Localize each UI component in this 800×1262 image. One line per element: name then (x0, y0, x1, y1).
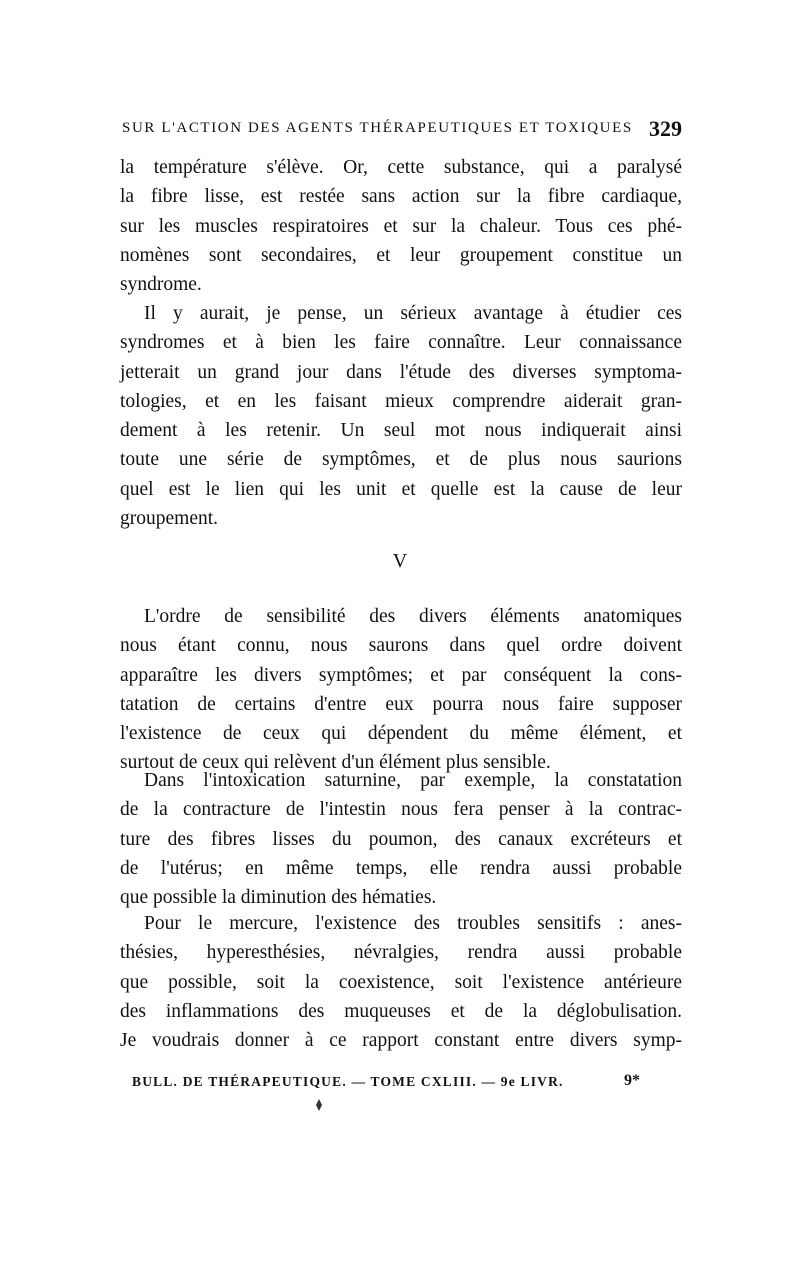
footer-imprint: BULL. DE THÉRAPEUTIQUE. — TOME CXLIII. — 9e LIVR. (132, 1074, 564, 1089)
paragraph-5 (120, 909, 682, 1055)
paragraph-3 (120, 602, 682, 778)
text-line: syndrome. (120, 274, 202, 296)
text-line: Je voudrais donner à ce rapport constant entre divers symp- (120, 1030, 682, 1052)
text-line: de l'utérus; en même temps, elle rendra aussi probable (120, 857, 682, 879)
text-line: que possible, soit la coexistence, soit l'existence antérieure (120, 971, 682, 993)
running-head (122, 116, 682, 144)
text-line: tatation de certains d'entre eux pourra nous faire supposer (120, 693, 682, 715)
page-footer (120, 1070, 682, 1096)
text-line: quel est le lien qui les unit et quelle est la cause de leur (120, 478, 682, 500)
text-line: Pour le mercure, l'existence des troubles sensitifs : anes- (144, 913, 682, 934)
page-number: 329 (649, 116, 682, 141)
text-line: apparaître les divers symptômes; et par conséquent la cons- (120, 664, 682, 686)
text-line: des inflammations des muqueuses et de la déglobulisation. (120, 1000, 682, 1022)
section-heading: V (392, 550, 408, 572)
text-line: toute une série de symptômes, et de plus nous saurions (120, 449, 682, 471)
paragraph-1 (120, 153, 682, 299)
text-line: surtout de ceux qui relèvent d'un élément plus sensible. (120, 752, 551, 774)
ornament-icon (314, 1098, 324, 1112)
text-line: dement à les retenir. Un seul mot nous indiquerait ainsi (120, 420, 682, 442)
text-line: Il y aurait, je pense, un sérieux avantage à étudier ces (144, 303, 682, 324)
text-line: tologies, et en les faisant mieux comprendre aiderait gran- (120, 390, 682, 412)
text-line: thésies, hyperesthésies, névralgies, rendra aussi probable (120, 942, 682, 964)
text-line: nous étant connu, nous saurons dans quel ordre doivent (120, 635, 682, 657)
text-line: Dans l'intoxication saturnine, par exemple, la constatation (144, 770, 682, 791)
text-line: jetterait un grand jour dans l'étude des diverses symptoma- (120, 361, 682, 383)
running-title: SUR L'ACTION DES AGENTS THÉRAPEUTIQUES ET TOXIQUES (122, 120, 633, 136)
paragraph-2 (120, 299, 682, 533)
text-line: de la contracture de l'intestin nous fera penser à la contrac- (120, 799, 682, 821)
text-line: que possible la diminution des hématies. (120, 887, 437, 909)
paragraph-4 (120, 766, 682, 912)
text-line: la fibre lisse, est restée sans action sur la fibre cardiaque, (120, 186, 682, 208)
text-line: sur les muscles respiratoires et sur la chaleur. Tous ces phé- (120, 215, 682, 237)
text-line: ture des fibres lisses du poumon, des canaux excréteurs et (120, 828, 682, 850)
signature-mark: 9* (624, 1072, 640, 1089)
text-line: groupement. (120, 508, 219, 530)
text-line: L'ordre de sensibilité des divers éléments anatomiques (144, 606, 682, 627)
text-line: la température s'élève. Or, cette substance, qui a paralysé (120, 157, 682, 178)
text-line: nomènes sont secondaires, et leur groupement constitue un (120, 244, 682, 266)
text-line: l'existence de ceux qui dépendent du même élément, et (120, 723, 682, 745)
text-line: syndromes et à bien les faire connaître. Leur connaissance (120, 332, 682, 354)
